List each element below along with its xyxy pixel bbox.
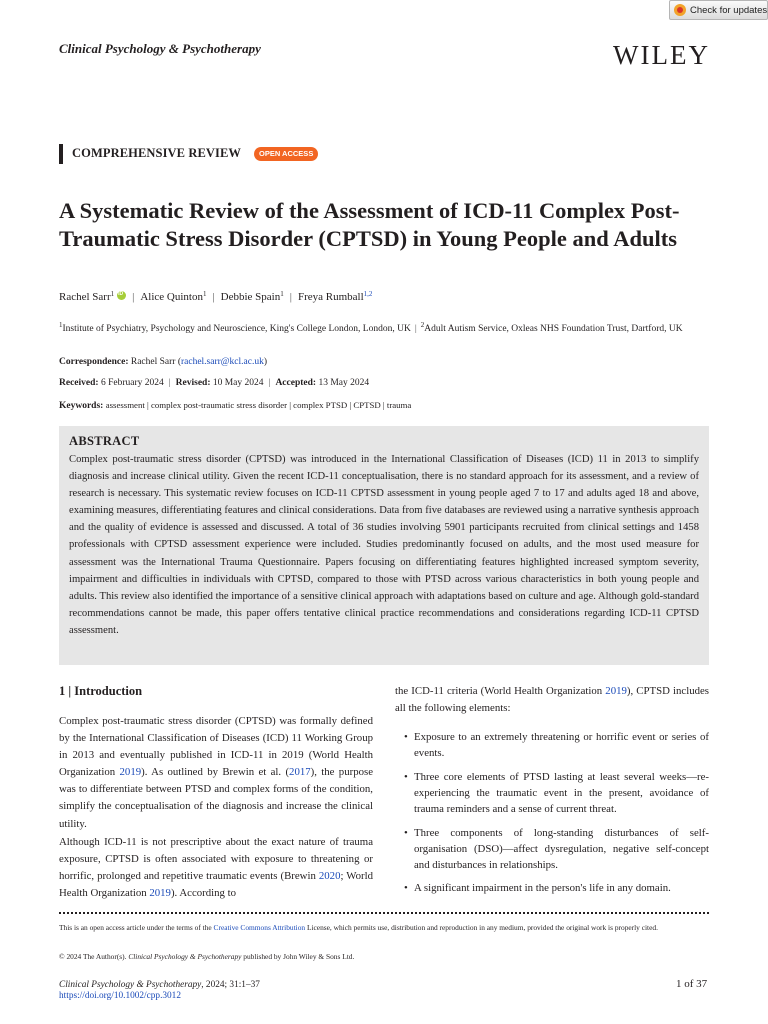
- journal-name: Clinical Psychology & Psychotherapy: [59, 41, 261, 56]
- abstract-text: Complex post-traumatic stress disorder (CPTSD) was introduced in the International Classification of Diseases (ICD) 11 in 2013 to simplify diagnosis and increase clinical utility. Given the recent ICD-11 conceptualisation, there is no standard approach for its assessment, and a review of research is necessary. This systematic review focuses on ICD-11 CPTSD assessment in young people aged 7 to 17 and adults aged 18 and above, examining measures, differentiating features and clinical considerations. Data from five databases are reviewed using a narrative synthesis approach and the quality of evidence is assessed and discussed. A total of 36 studies involving 5901 participants recruited from clinical settings and 1458 professionals with CPTSD assessment experience were included. Studies predominantly focused on adults, and the most used measure for assessment was the International Trauma Questionnaire. Papers focusing on differentiating features highlighted increased symptom severity, impairment and difficulties in individuals with CPTSD, compared to those with PTSD across various characteristics in both young people and adults. This review also identified the importance of a sensitive clinical approach with adaptations based on culture and age. Although gold-standard recommendations cannot be made, this paper offers tentative clinical practice recommendations and considerations regarding ICD-11 CPTSD assessment.: [69, 454, 699, 636]
- author-name[interactable]: Freya Rumball: [297, 291, 364, 303]
- author-affiliation-ref: 1: [110, 290, 115, 298]
- keywords-label: Keywords:: [59, 401, 104, 411]
- open-access-badge: OPEN ACCESS: [254, 147, 318, 161]
- correspondence-name: Rachel Sarr: [130, 357, 176, 367]
- article-dates: [59, 378, 369, 388]
- copyright-journal: Clinical Psychology & Psychotherapy: [128, 952, 242, 961]
- author-affiliation-ref[interactable]: 1,2: [363, 290, 373, 298]
- list-item-text: Three core elements of PTSD lasting at least several weeks—re-experiencing the traumatic event in the present, avoidance of trauma reminders and a sense of current threat.: [414, 771, 709, 815]
- list-item: [395, 825, 709, 873]
- affiliations: [59, 318, 689, 337]
- list-item: [395, 769, 709, 817]
- correspondence-email-link[interactable]: rachel.sarr@kcl.ac.uk: [180, 357, 264, 367]
- footer-journal-name: Clinical Psychology & Psychotherapy: [59, 980, 202, 990]
- affiliation-separator: |: [414, 324, 417, 334]
- paragraph-text: ; World Health Organization: [59, 870, 373, 900]
- bullet-icon: •: [404, 827, 408, 839]
- intro-paragraph-1: [59, 713, 373, 833]
- citation-link[interactable]: 2020: [318, 870, 341, 883]
- accepted-date: 13 May 2024: [318, 378, 370, 388]
- correspondence-label: Correspondence:: [59, 357, 129, 367]
- affiliation-text: Institute of Psychiatry, Psychology and Neuroscience, King's College London, London, UK: [62, 324, 411, 334]
- crossmark-icon: [674, 4, 686, 16]
- author-separator: |: [132, 291, 135, 303]
- affiliation-number: 1: [59, 321, 63, 329]
- author-separator: |: [289, 291, 292, 303]
- license-text: This is an open access article under the terms of the: [59, 923, 214, 932]
- license-text: License, which permits use, distribution and reproduction in any medium, provided the original work is properly cited.: [305, 923, 658, 932]
- list-item-text: A significant impairment in the person's life in any domain.: [414, 882, 671, 894]
- check-for-updates-button[interactable]: [669, 0, 768, 20]
- list-item-text: Exposure to an extremely threatening or horrific event or series of events.: [414, 731, 709, 759]
- section-heading-introduction: 1 | Introduction: [59, 684, 143, 698]
- criteria-list: [395, 729, 709, 899]
- paragraph-text: Complex post-traumatic stress disorder (CPTSD) was formally defined by the International Classification of Diseases (ICD) 11 Working Group in 2013 and eventually published in ICD-11 in 2019 (World Health Organization: [59, 715, 373, 779]
- revised-label: Revised:: [175, 378, 211, 388]
- list-item: [395, 880, 709, 896]
- date-separator: |: [268, 378, 271, 388]
- paragraph-text: ), the purpose was to differentiate between PTSD and complex forms of the condition, simplify the conceptualisation of the diagnosis and increase the clinical utility.: [59, 766, 373, 830]
- check-for-updates-label: Check for updates: [690, 4, 768, 16]
- paragraph-text: ), CPTSD includes all the following elements:: [395, 685, 709, 715]
- orcid-icon[interactable]: [117, 291, 126, 300]
- page-number: 1 of 37: [676, 978, 708, 990]
- affiliation-text: Adult Autism Service, Oxleas NHS Foundation Trust, Dartford, UK: [424, 324, 683, 334]
- keywords-text: assessment | complex post-traumatic stress disorder | complex PTSD | CPTSD | trauma: [105, 400, 412, 410]
- copyright-text: published by John Wiley & Sons Ltd.: [241, 952, 355, 961]
- footnote-divider: [59, 912, 709, 914]
- license-link[interactable]: Creative Commons Attribution: [213, 923, 306, 932]
- author-list: [59, 290, 372, 303]
- bullet-icon: •: [404, 882, 408, 894]
- paragraph-text: ). According to: [170, 887, 237, 900]
- license-note: [59, 921, 709, 934]
- article-title: A Systematic Review of the Assessment of ICD-11 Complex Post-Traumatic Stress Disorder (CPTSD) in Young People and Adults: [59, 198, 680, 251]
- abstract-heading: ABSTRACT: [69, 434, 140, 448]
- bullet-icon: •: [404, 771, 408, 783]
- accepted-label: Accepted:: [275, 378, 317, 388]
- author-affiliation-ref: 1: [202, 290, 207, 298]
- citation-link[interactable]: 2017: [289, 766, 311, 779]
- citation-link[interactable]: 2019: [149, 887, 171, 900]
- author-name[interactable]: Debbie Spain: [220, 291, 281, 303]
- date-separator: |: [168, 378, 171, 388]
- author-name[interactable]: Alice Quinton: [140, 291, 203, 303]
- paragraph-text: ). As outlined by Brewin et al. (: [141, 766, 290, 779]
- section-marker: [59, 144, 63, 164]
- keywords: [59, 400, 411, 411]
- received-date: 6 February 2024: [100, 378, 164, 388]
- copyright-text: © 2024 The Author(s).: [59, 952, 129, 961]
- paragraph-text: Although ICD-11 is not prescriptive about the exact nature of trauma exposure, CPTSD is often associated with exposure to threatening or horrific, prolonged and repetitive traumatic events (Brewin: [59, 836, 373, 883]
- revised-date: 10 May 2024: [212, 378, 264, 388]
- paragraph-text: the ICD-11 criteria (World Health Organization: [395, 685, 606, 697]
- publisher-logo: WILEY: [613, 40, 710, 70]
- list-item: [395, 729, 709, 761]
- author-name[interactable]: Rachel Sarr: [59, 291, 111, 303]
- footer-volume: , 2024; 31:1–37: [201, 980, 260, 990]
- list-item-text: Three components of long-standing disturbances of self-organisation (DSO)—affect dysregulation, negative self-concept and disturbances in relationships.: [414, 827, 709, 871]
- bullet-icon: •: [404, 731, 408, 743]
- intro-paragraph-3: [395, 683, 709, 717]
- citation-link[interactable]: 2019: [605, 685, 627, 697]
- intro-paragraph-2: [59, 834, 373, 902]
- correspondence: Correspondence: Rachel Sarr (rachel.sarr@kcl.ac.uk): [59, 357, 268, 367]
- author-affiliation-ref: 1: [280, 290, 284, 298]
- doi-link[interactable]: https://doi.org/10.1002/cpp.3012: [59, 991, 181, 1001]
- received-label: Received:: [59, 378, 99, 388]
- affiliation-number: 2: [420, 321, 425, 329]
- citation-link[interactable]: 2019: [119, 766, 142, 779]
- author-separator: |: [212, 291, 215, 303]
- article-type: COMPREHENSIVE REVIEW: [72, 146, 242, 160]
- copyright-note: [59, 950, 709, 963]
